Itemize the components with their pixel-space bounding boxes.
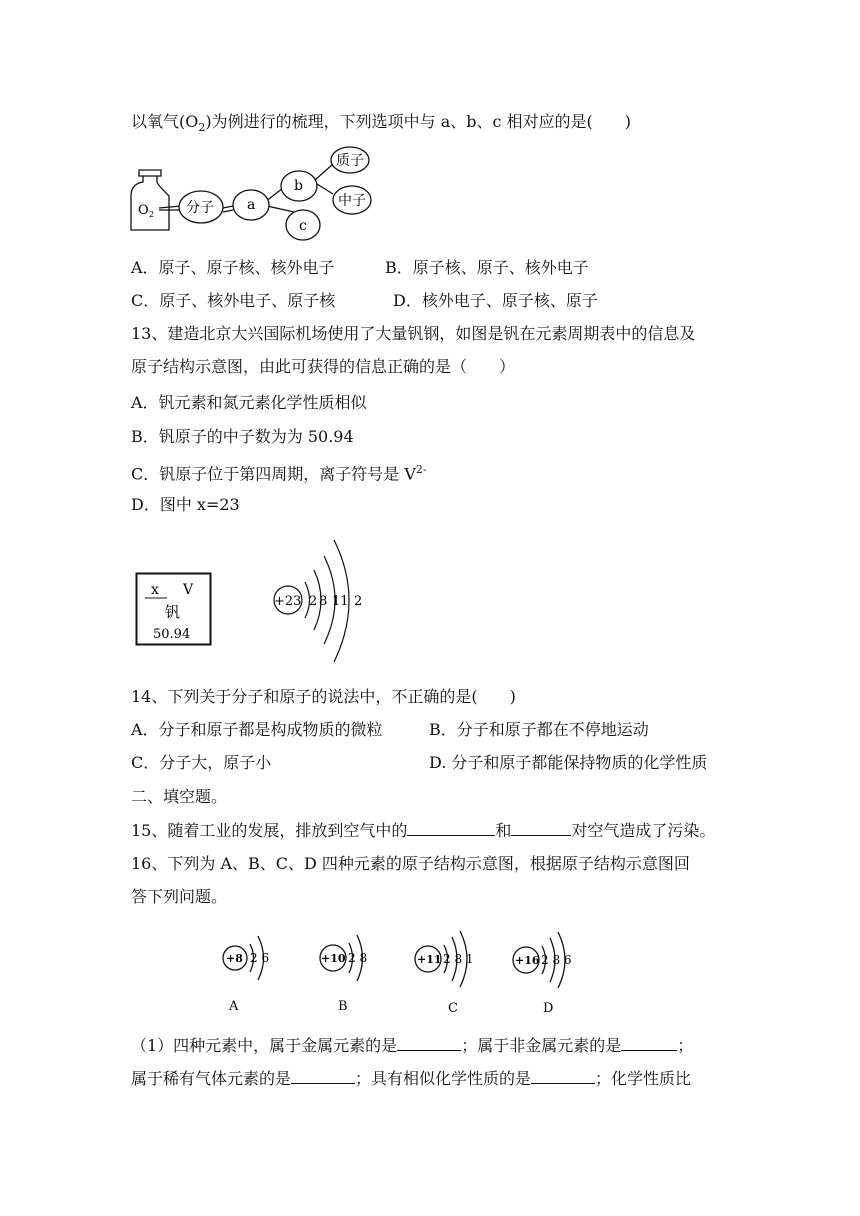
q13-option-a: A．钒元素和氮元素化学性质相似 [131, 393, 367, 412]
q14-option-d: D. 分子和原子都能保持物质的化学性质 [429, 753, 708, 772]
q14-options-row1 [131, 719, 649, 741]
four-atoms-diagram [215, 928, 595, 1020]
q12-option-a: A．原子、原子核、核外电子 [131, 258, 335, 277]
atom-c-label: C [448, 1001, 458, 1016]
v-shell-3: 11 [332, 594, 349, 609]
q12-options-row2 [131, 290, 598, 312]
atomic-mass: 50.94 [153, 627, 191, 642]
q15-text-1: 15、随着工业的发展，排放到空气中的 [131, 821, 408, 840]
bottle-label: O [138, 203, 149, 218]
q12-option-b: B．原子核、原子、核外电子 [385, 258, 589, 277]
section-title: 二、填空题。 [131, 787, 228, 806]
vanadium-atom-diagram [268, 530, 388, 670]
q13-option-c-text: C．钒原子位于第四周期，离子符号是 V [131, 464, 416, 484]
q14-option-c: C．分子大，原子小 [131, 753, 272, 772]
q16-blank-similar[interactable] [531, 1067, 595, 1084]
atomic-number: x [151, 582, 159, 598]
q16-blank-metal[interactable] [397, 1034, 461, 1051]
q13-option-d: D．图中 x=23 [131, 495, 240, 514]
q16-stem-line1: 16、下列为 A、B、C、D 四种元素的原子结构示意图，根据原子结构示意图回 [131, 854, 690, 873]
q13-option-b: B．钒原子的中子数为为 50.94 [131, 427, 354, 446]
q14-option-a: A．分子和原子都是构成物质的微粒 [131, 720, 383, 739]
q13-option-c [131, 459, 427, 485]
q13-stem-line2: 原子结构示意图，由此可获得的信息正确的是（ ） [131, 357, 516, 376]
q12-stem [131, 111, 631, 139]
q15-blank-2[interactable] [511, 819, 571, 836]
q12-stem-text-2: )为例进行的梳理，下列选项中与 a、b、c 相对应的是( ) [205, 112, 632, 131]
q12-option-c: C．原子、核外电子、原子核 [131, 291, 336, 310]
atom-c-nucleus-label: +11 [417, 953, 442, 966]
q16-sub1-text-3: ； [677, 1036, 694, 1055]
q16-blank-nonmetal[interactable] [621, 1034, 677, 1051]
atom-d-nucleus-label: +16 [515, 954, 540, 967]
q12-option-d: D．核外电子、原子核、原子 [393, 291, 598, 310]
atom-d-shells: 2 8 6 [541, 953, 572, 967]
q13-stem-line1: 13、建造北京大兴国际机场使用了大量钒钢，如图是钒在元素周期表中的信息及 [131, 324, 696, 343]
atom-b-nucleus-label: +10 [321, 952, 346, 965]
q15-text-3: 对空气造成了污染。 [571, 821, 716, 840]
q16-sub1-text-2: ；属于非金属元素的是 [461, 1036, 622, 1055]
q14-options-row2 [131, 752, 708, 774]
v-shell-2: 8 [319, 594, 328, 609]
oxygen-structure-diagram [125, 142, 385, 247]
q16-sub1-line1 [131, 1034, 693, 1057]
atom-c-shells: 2 8 1 [443, 952, 474, 966]
q16-sub1-text-4: 属于稀有气体元素的是 [131, 1069, 292, 1088]
q16-stem-line2: 答下列问题。 [131, 887, 228, 906]
v-shell-1: 2 [309, 594, 318, 609]
q14-option-b: B．分子和原子都在不停地运动 [429, 720, 649, 739]
q15-text-2: 和 [495, 821, 512, 840]
v-shell-4: 2 [354, 594, 363, 609]
atom-b-label: B [338, 999, 348, 1014]
element-symbol: V [183, 582, 194, 598]
q16-sub1-line2 [131, 1067, 691, 1090]
q16-sub1-text-6: ；化学性质比 [595, 1069, 692, 1088]
atom-a-nucleus-label: +8 [226, 952, 243, 965]
bottle-label-sub: 2 [149, 210, 155, 219]
o2-subscript: 2 [198, 121, 206, 135]
atom-d-label: D [543, 1001, 554, 1016]
proton-label: 质子 [336, 153, 364, 169]
b-label: b [294, 178, 303, 194]
atom-b-shells: 2 8 [348, 951, 368, 965]
q14-stem: 14、下列关于分子和原子的说法中，不正确的是( ) [131, 687, 516, 706]
molecule-label: 分子 [186, 200, 214, 216]
q15-blank-1[interactable] [407, 819, 495, 836]
q16-blank-noble[interactable] [291, 1067, 355, 1084]
ion-charge-superscript: 2- [415, 463, 427, 476]
gas-bottle-icon [131, 170, 169, 230]
q12-options-row1 [131, 257, 589, 279]
c-label: c [299, 218, 307, 234]
q15 [131, 819, 715, 842]
q12-stem-text: 以氧气(O [131, 112, 199, 131]
atom-a-label: A [229, 999, 239, 1014]
a-label: a [247, 197, 256, 213]
v-nucleus: +23 [274, 594, 302, 609]
q16-sub1-text-1: （1）四种元素中，属于金属元素的是 [131, 1036, 398, 1055]
atom-a-shells: 2 6 [250, 951, 270, 965]
vanadium-element-card [135, 572, 215, 648]
q16-sub1-text-5: ；具有相似化学性质的是 [355, 1069, 532, 1088]
element-name: 钒 [165, 603, 181, 621]
neutron-label: 中子 [338, 193, 366, 209]
